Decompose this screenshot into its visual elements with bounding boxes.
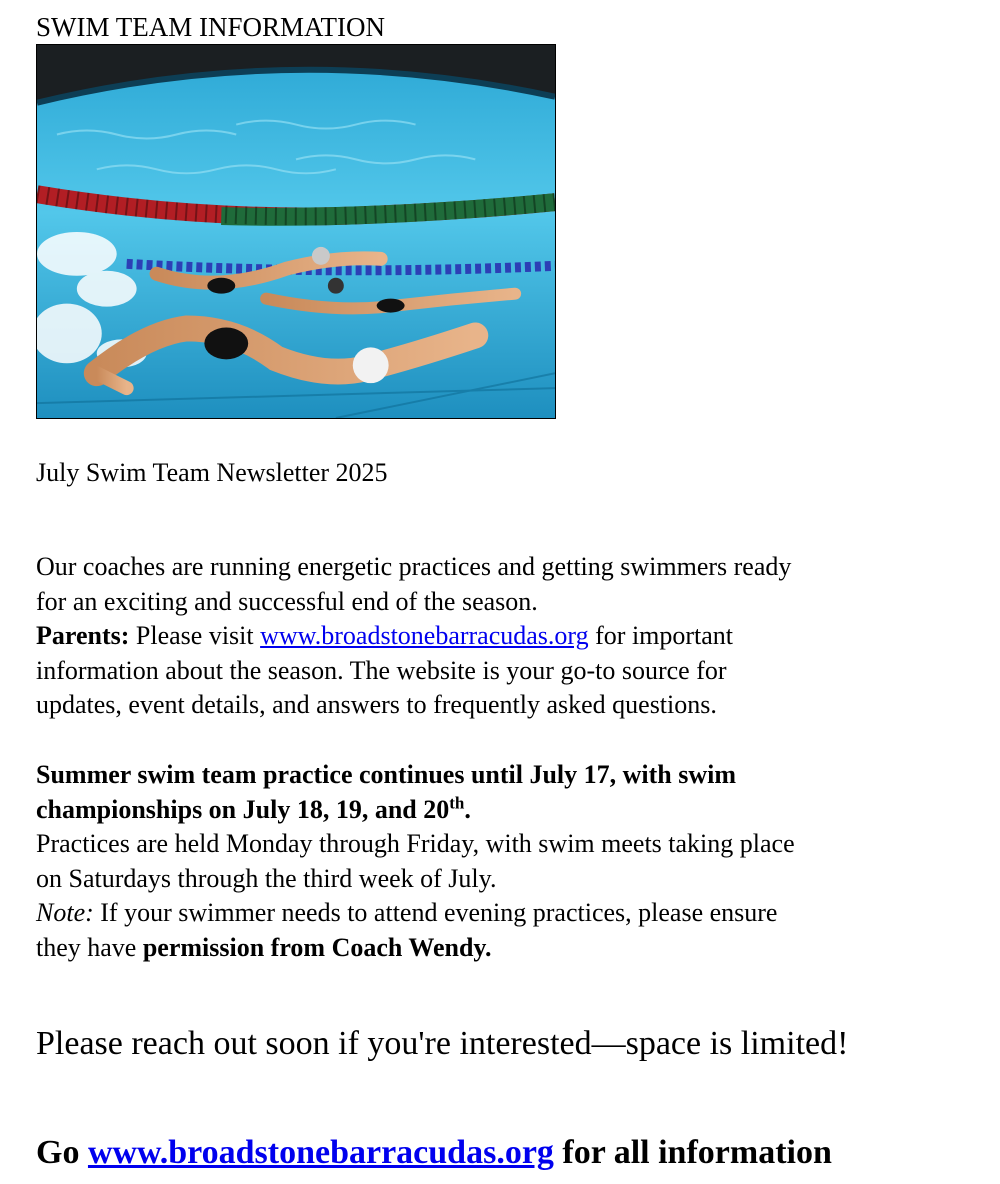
championships-text: championships on July 18, 19, and 20 [36,794,450,824]
website-link[interactable]: www.broadstonebarracudas.org [260,621,589,651]
parents-line [36,619,976,654]
newsletter-title: July Swim Team Newsletter 2025 [36,458,388,487]
swimmers-photo-illustration [37,45,555,418]
intro-line: for an exciting and successful end of the season. [36,586,538,616]
parents-label: Parents: [36,621,130,651]
permission-line [36,931,976,966]
footer-text: for all information [553,1134,832,1171]
intro-line: Our coaches are running energetic practices and getting swimmers ready [36,552,792,581]
practice-headline: Summer swim team practice continues until July 17, with swim [36,760,737,789]
championships-line [36,793,976,828]
footer-line [36,1132,832,1174]
practice-paragraph [36,758,976,966]
parents-text: for important [588,621,734,651]
permission-bold: permission from Coach Wendy. [142,932,492,962]
reach-out-message: Please reach out soon if you're interested—space is limited! [36,1025,849,1062]
page-title: SWIM TEAM INFORMATION [36,12,386,42]
practice-line: Practices are held Monday through Friday, with swim meets taking place [36,829,795,859]
championships-period: . [464,794,471,824]
note-label: Note: [36,898,94,928]
intro-line: information about the season. The website is your go-to source for [36,655,727,685]
intro-paragraph [36,550,976,723]
practice-line: on Saturdays through the third week of July. [36,863,497,893]
footer-text: Go [36,1134,88,1171]
swimmers-underwater-photo [36,44,556,419]
intro-line: updates, event details, and answers to frequently asked questions. [36,690,717,720]
note-line [36,896,976,931]
parents-text: Please visit [129,621,261,651]
permission-text: they have [36,932,143,962]
ordinal-suffix: th [449,792,465,812]
footer-website-link[interactable]: www.broadstonebarracudas.org [87,1134,554,1171]
note-text: If your swimmer needs to attend evening practices, please ensure [93,898,778,928]
